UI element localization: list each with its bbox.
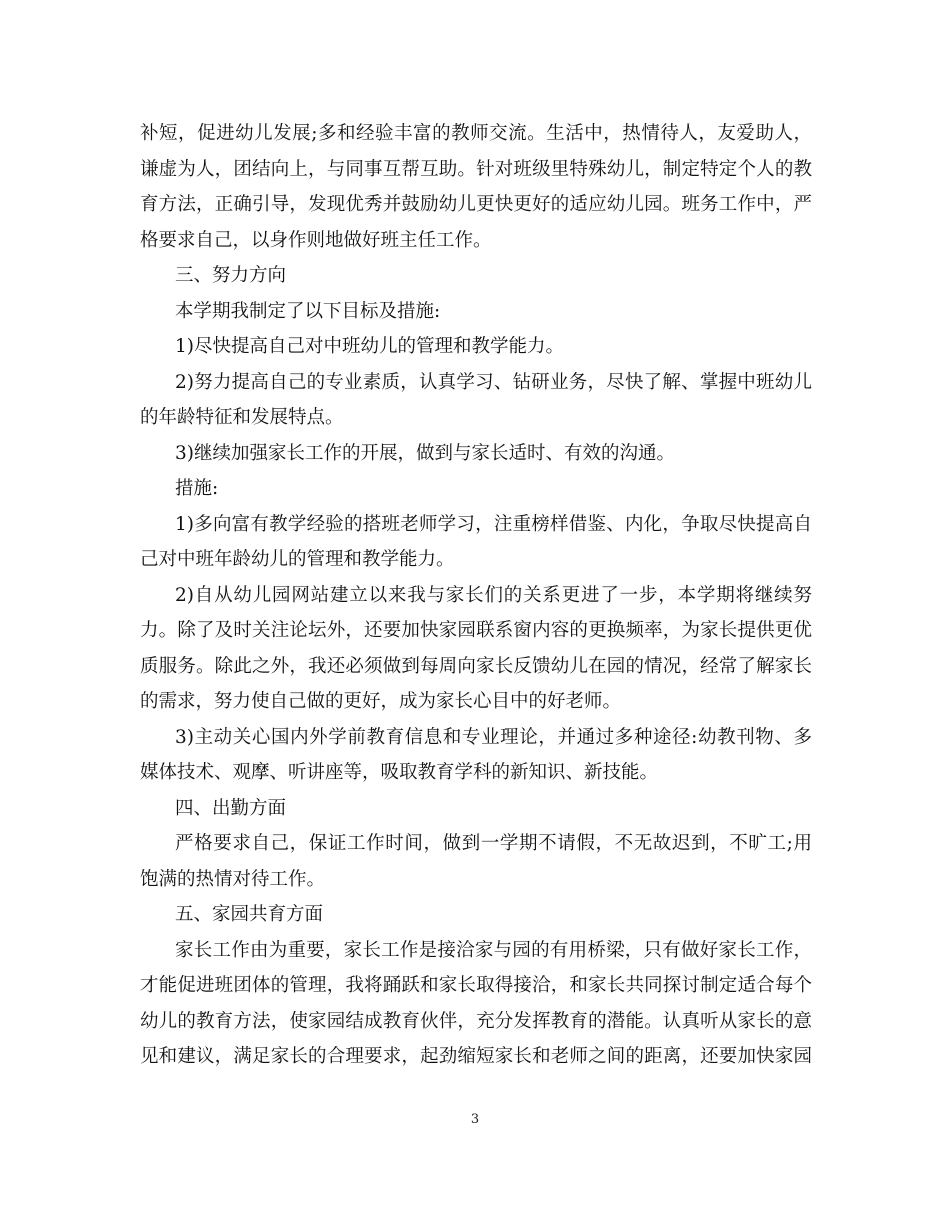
text-line: 饱满的热情对待工作。 xyxy=(140,868,326,890)
subheading: 措施: xyxy=(175,478,219,499)
list-item: 2)努力提高自己的专业素质，认真学习、钻研业务，尽快了解、掌握中班幼儿 xyxy=(175,371,812,393)
text-line: 见和建议，满足家长的合理要求，起劲缩短家长和老师之间的距离，还要加快家园 xyxy=(140,1046,812,1067)
text-line: 力。除了及时关注论坛外，还要加快家园联系窗内容的更换频率，为家长提供更优 xyxy=(140,620,812,641)
text-line: 严格要求自己，保证工作时间，做到一学期不请假，不无故迟到，不旷工;用 xyxy=(175,833,812,854)
text-line: 的年龄特征和发展特点。 xyxy=(140,407,344,428)
list-item: 3)继续加强家长工作的开展，做到与家长适时、有效的沟通。 xyxy=(175,442,675,464)
page-number: 3 xyxy=(470,1112,480,1127)
document-body xyxy=(140,116,812,1075)
text-line: 格要求自己，以身作则地做好班主任工作。 xyxy=(140,229,492,251)
section-heading: 三、努力方向 xyxy=(175,265,287,286)
text-line: 本学期我制定了以下目标及措施: xyxy=(175,300,441,322)
text-line: 幼儿的教育方法，使家园结成教育伙伴，充分发挥教育的潜能。认真听从家长的意 xyxy=(140,1010,812,1032)
list-item: 1)多向富有教学经验的搭班老师学习，注重榜样借鉴、内化，争取尽快提高自 xyxy=(175,513,812,535)
text-line: 家长工作由为重要，家长工作是接洽家与园的有用桥梁，只有做好家长工作， xyxy=(175,939,812,961)
text-line: 谦虚为人，团结向上，与同事互帮互助。针对班级里特殊幼儿，制定特定个人的教 xyxy=(140,158,812,180)
section-heading: 四、出勤方面 xyxy=(175,797,287,819)
list-item: 1)尽快提高自己对中班幼儿的管理和教学能力。 xyxy=(175,336,564,357)
text-line: 才能促进班团体的管理，我将踊跃和家长取得接洽，和家长共同探讨制定适合每个 xyxy=(140,975,812,996)
text-line: 育方法，正确引导，发现优秀并鼓励幼儿更快更好的适应幼儿园。班务工作中，严 xyxy=(140,194,812,215)
text-line: 的需求，努力使自己做的更好，成为家长心目中的好老师。 xyxy=(140,691,622,712)
text-line: 媒体技术、观摩、听讲座等，吸取教育学科的新知识、新技能。 xyxy=(140,762,659,783)
text-line: 补短，促进幼儿发展;多和经验丰富的教师交流。生活中，热情待人，友爱助人， xyxy=(140,123,812,144)
text-line: 己对中班年龄幼儿的管理和教学能力。 xyxy=(140,549,455,570)
text-line: 质服务。除此之外，我还必须做到每周向家长反馈幼儿在园的情况，经常了解家长 xyxy=(140,655,812,677)
list-item: 3)主动关心国内外学前教育信息和专业理论，并通过多种途径:幼教刊物、多 xyxy=(175,726,812,748)
section-heading: 五、家园共育方面 xyxy=(175,904,324,925)
list-item: 2)自从幼儿园网站建立以来我与家长们的关系更进了一步，本学期将继续努 xyxy=(175,584,812,606)
